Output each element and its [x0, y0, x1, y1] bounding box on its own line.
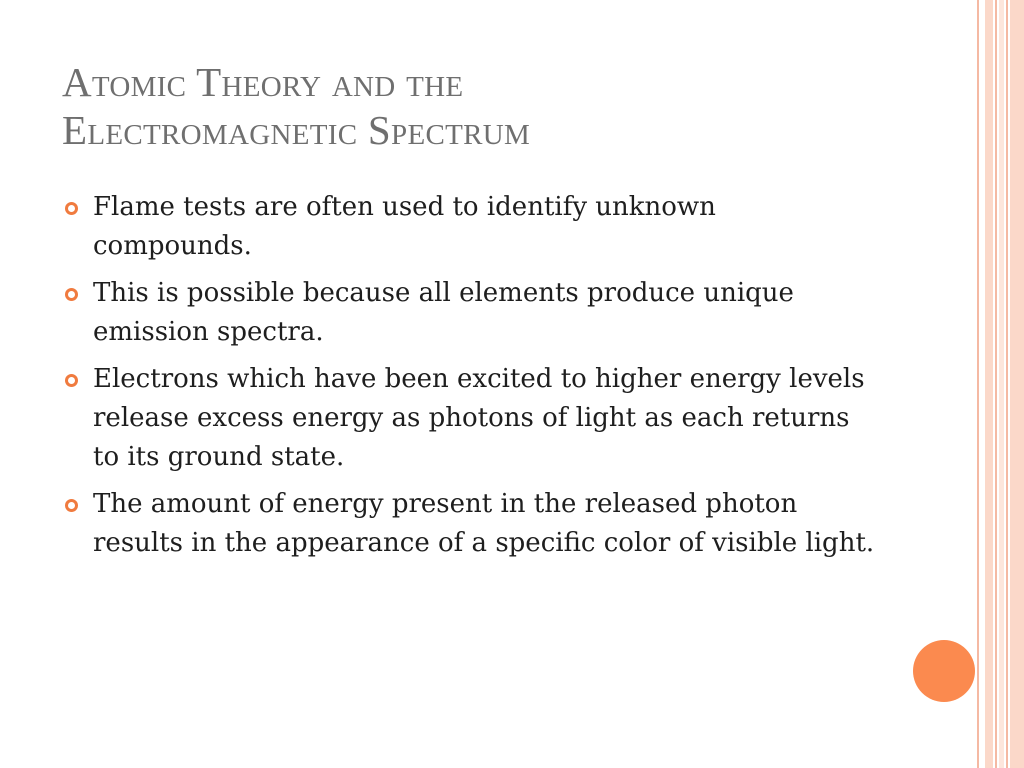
- border-stripe: [985, 0, 993, 768]
- bullet-item: [62, 485, 882, 563]
- bullet-ring-icon: [65, 499, 78, 512]
- bullet-item: [62, 360, 882, 477]
- decorative-circle: [913, 640, 975, 702]
- bullet-ring-icon: [65, 374, 78, 387]
- bullet-list: [62, 188, 882, 571]
- bullet-item: [62, 188, 882, 266]
- border-stripe: [1010, 0, 1024, 768]
- border-stripe: [999, 0, 1004, 768]
- border-stripe: [1006, 0, 1008, 768]
- bullet-text: Flame tests are often used to identify unknown compounds.: [93, 192, 716, 261]
- bullet-text: Electrons which have been excited to higher energy levels release excess energy as photons of light as each returns to its ground state.: [93, 364, 865, 472]
- border-stripe: [977, 0, 979, 768]
- bullet-text: This is possible because all elements produce unique emission spectra.: [93, 278, 794, 347]
- bullet-text: The amount of energy present in the released photon results in the appearance of a specific color of visible light.: [93, 489, 875, 558]
- bullet-item: [62, 274, 882, 352]
- slide-title-line: Electromagnetic Spectrum: [62, 107, 531, 153]
- bullet-ring-icon: [65, 288, 78, 301]
- slide-title-line: Atomic Theory and the: [62, 59, 464, 105]
- bullet-ring-icon: [65, 202, 78, 215]
- slide-title: [62, 58, 942, 154]
- border-stripe: [995, 0, 997, 768]
